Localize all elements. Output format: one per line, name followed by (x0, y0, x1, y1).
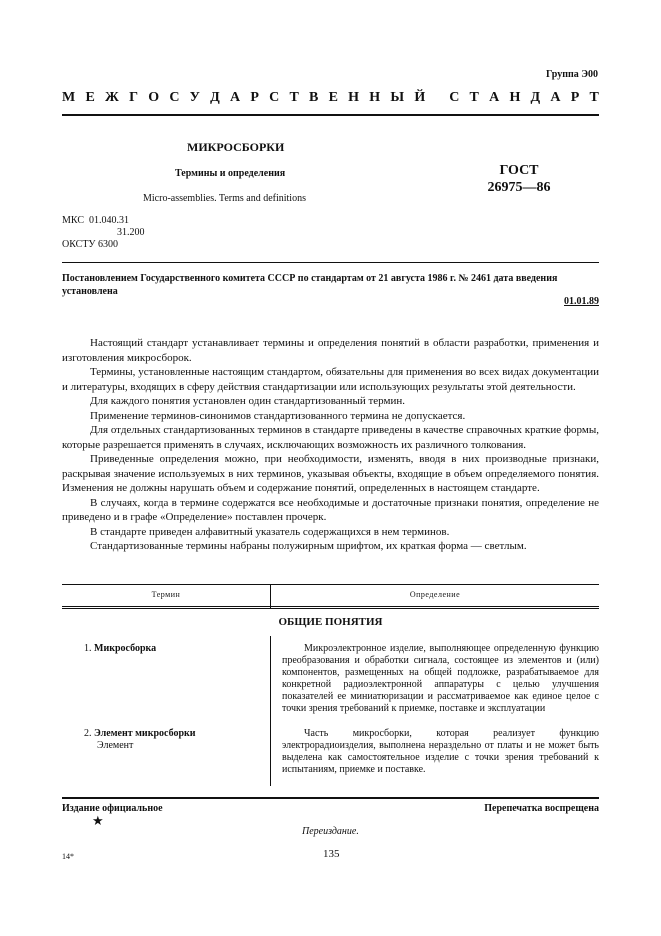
definition-text: Часть микросборки, которая реализует функцию электрорадиоизделия, выполнена нераздельно от платы и не может быть выделена как самостоятельное изделие с точки зрения требований к испытаниям, приемке и поставке. (282, 728, 599, 775)
banner-letter: С (169, 90, 180, 105)
banner-letter: А (230, 90, 241, 105)
banner-letter: Й (414, 90, 426, 105)
banner-letter (435, 90, 439, 106)
banner-letter: Т (289, 90, 299, 105)
gost-label: ГОСТ (499, 163, 539, 178)
header-rule (62, 114, 599, 116)
banner-letter: Т (469, 90, 479, 105)
banner-letter: Е (328, 90, 338, 105)
intro-paragraph: Настоящий стандарт устанавливает термины и определения понятий в области разработки, применения и изготовления микросборок. (62, 337, 599, 364)
banner-letter: Н (348, 90, 360, 105)
banner-letter: Ы (390, 90, 405, 105)
reissue-label: Переиздание. (302, 826, 359, 837)
banner-letter: О (148, 90, 160, 105)
term-name: Элемент микросборки (94, 728, 196, 739)
banner-letter: Т (589, 90, 599, 105)
official-edition-label: Издание официальное (62, 803, 163, 814)
table-header-rule-1 (62, 606, 599, 607)
term-row-2 (84, 728, 196, 752)
section-heading: ОБЩИЕ ПОНЯТИЯ (278, 616, 383, 628)
intro-paragraph: Стандартизованные термины набраны полужирным шрифтом, их краткая форма — светлым. (90, 540, 527, 552)
banner-letter: А (489, 90, 500, 105)
term-number: 2. (84, 728, 92, 739)
intro-paragraph: Термины, установленные настоящим стандартом, обязательны для применения во всех видах документации и литературы, входящих в сферу действия стандартизации или использующих результаты этой деятельности. (62, 366, 599, 393)
okstu-code: ОКСТУ 6300 (62, 239, 119, 250)
banner-letter: Н (509, 90, 521, 105)
gost-designation (484, 162, 554, 196)
page-number: 135 (323, 848, 340, 860)
banner-letter: Н (369, 90, 381, 105)
term-number: 1. (84, 643, 92, 654)
definition-text: Микроэлектронное изделие, выполняющее определенную функцию преобразования и обработки сигнала, состоящее из элементов и (или) компонентов, размещенных на общей подложке, разрабатываемое для конкретной радиоэлектронной аппаратуры с целью улучшения показателей ее миниатюризации и рассматриваемое как единое целое с точки зрения требований к приемке, поставке и эксплуатации (282, 643, 599, 714)
intro-paragraph: В случаях, когда в термине содержатся все необходимые и достаточные признаки понятия, определение не приведено и в графе «Определение» поставлен прочерк. (62, 496, 599, 523)
definition-row-2 (282, 728, 599, 776)
table-header-rule-2 (62, 608, 599, 609)
banner-letter: В (309, 90, 319, 105)
star-icon: ★ (92, 813, 104, 828)
document-subtitle: Термины и определения (175, 168, 286, 179)
term-row-1 (84, 643, 156, 655)
banner-letter: А (550, 90, 561, 105)
column-header-term: Термин (151, 590, 181, 599)
intro-paragraph: Приведенные определения можно, при необходимости, изменять, вводя в них производные признаки, раскрывая значение используемых в них терминов, указывая объекты, входящие в объем определяемого понятия. Изменения не должны нарушать объем и содержание понятий, определенных в настоящем стандарте. (62, 453, 599, 494)
banner-letter: Р (570, 90, 580, 105)
column-header-definition: Определение (409, 590, 461, 599)
intro-paragraph: Для каждого понятия установлен один стандартизованный термин. (90, 395, 405, 407)
intro-paragraph: Для отдельных стандартизованных терминов в стандарте приведены в качестве справочных краткие формы, которые разрешается применять в случаях, исключающих возможность их различного толкования. (62, 424, 599, 451)
definition-row-1 (282, 643, 599, 715)
introduction-date: 01.01.89 (564, 296, 599, 307)
classification-codes (62, 215, 145, 251)
document-title: МИКРОСБОРКИ (187, 140, 285, 154)
english-title: Micro-assemblies. Terms and definitions (143, 193, 306, 204)
intro-paragraph: Применение терминов-синонимов стандартизованного термина не допускается. (90, 409, 466, 422)
term-name: Микросборка (94, 643, 157, 654)
mks-code-2: 31.200 (117, 227, 145, 238)
banner-letter: Е (85, 90, 95, 105)
banner-letter: Ж (105, 90, 119, 105)
banner-letter: Р (250, 90, 259, 105)
banner-letter: С (449, 90, 460, 105)
term-short-form: Элемент (97, 740, 134, 751)
introduction-text (62, 336, 599, 554)
banner-letter: М (62, 90, 76, 105)
banner-letter: Д (210, 90, 220, 105)
mks-code-1: МКС 01.040.31 (62, 215, 129, 226)
banner-letter: С (269, 90, 280, 105)
footer-rule (62, 797, 599, 799)
decree-rule (62, 262, 599, 263)
table-top-rule (62, 584, 599, 585)
banner-letter: У (189, 90, 200, 105)
printer-signature: 14* (62, 852, 74, 861)
standard-banner (62, 90, 599, 106)
gost-number: 26975—86 (487, 180, 551, 195)
group-code: Группа Э00 (546, 69, 598, 80)
banner-letter: Г (129, 90, 138, 105)
banner-letter: Д (530, 90, 541, 105)
reprint-prohibited-label: Перепечатка воспрещена (484, 803, 599, 814)
table-body-divider (270, 636, 271, 786)
decree-text: Постановлением Государственного комитета СССР по стандартам от 21 августа 1986 г. № 2461 дата введения установлена (62, 273, 558, 297)
intro-paragraph: В стандарте приведен алфавитный указатель содержащихся в нем терминов. (90, 525, 450, 538)
